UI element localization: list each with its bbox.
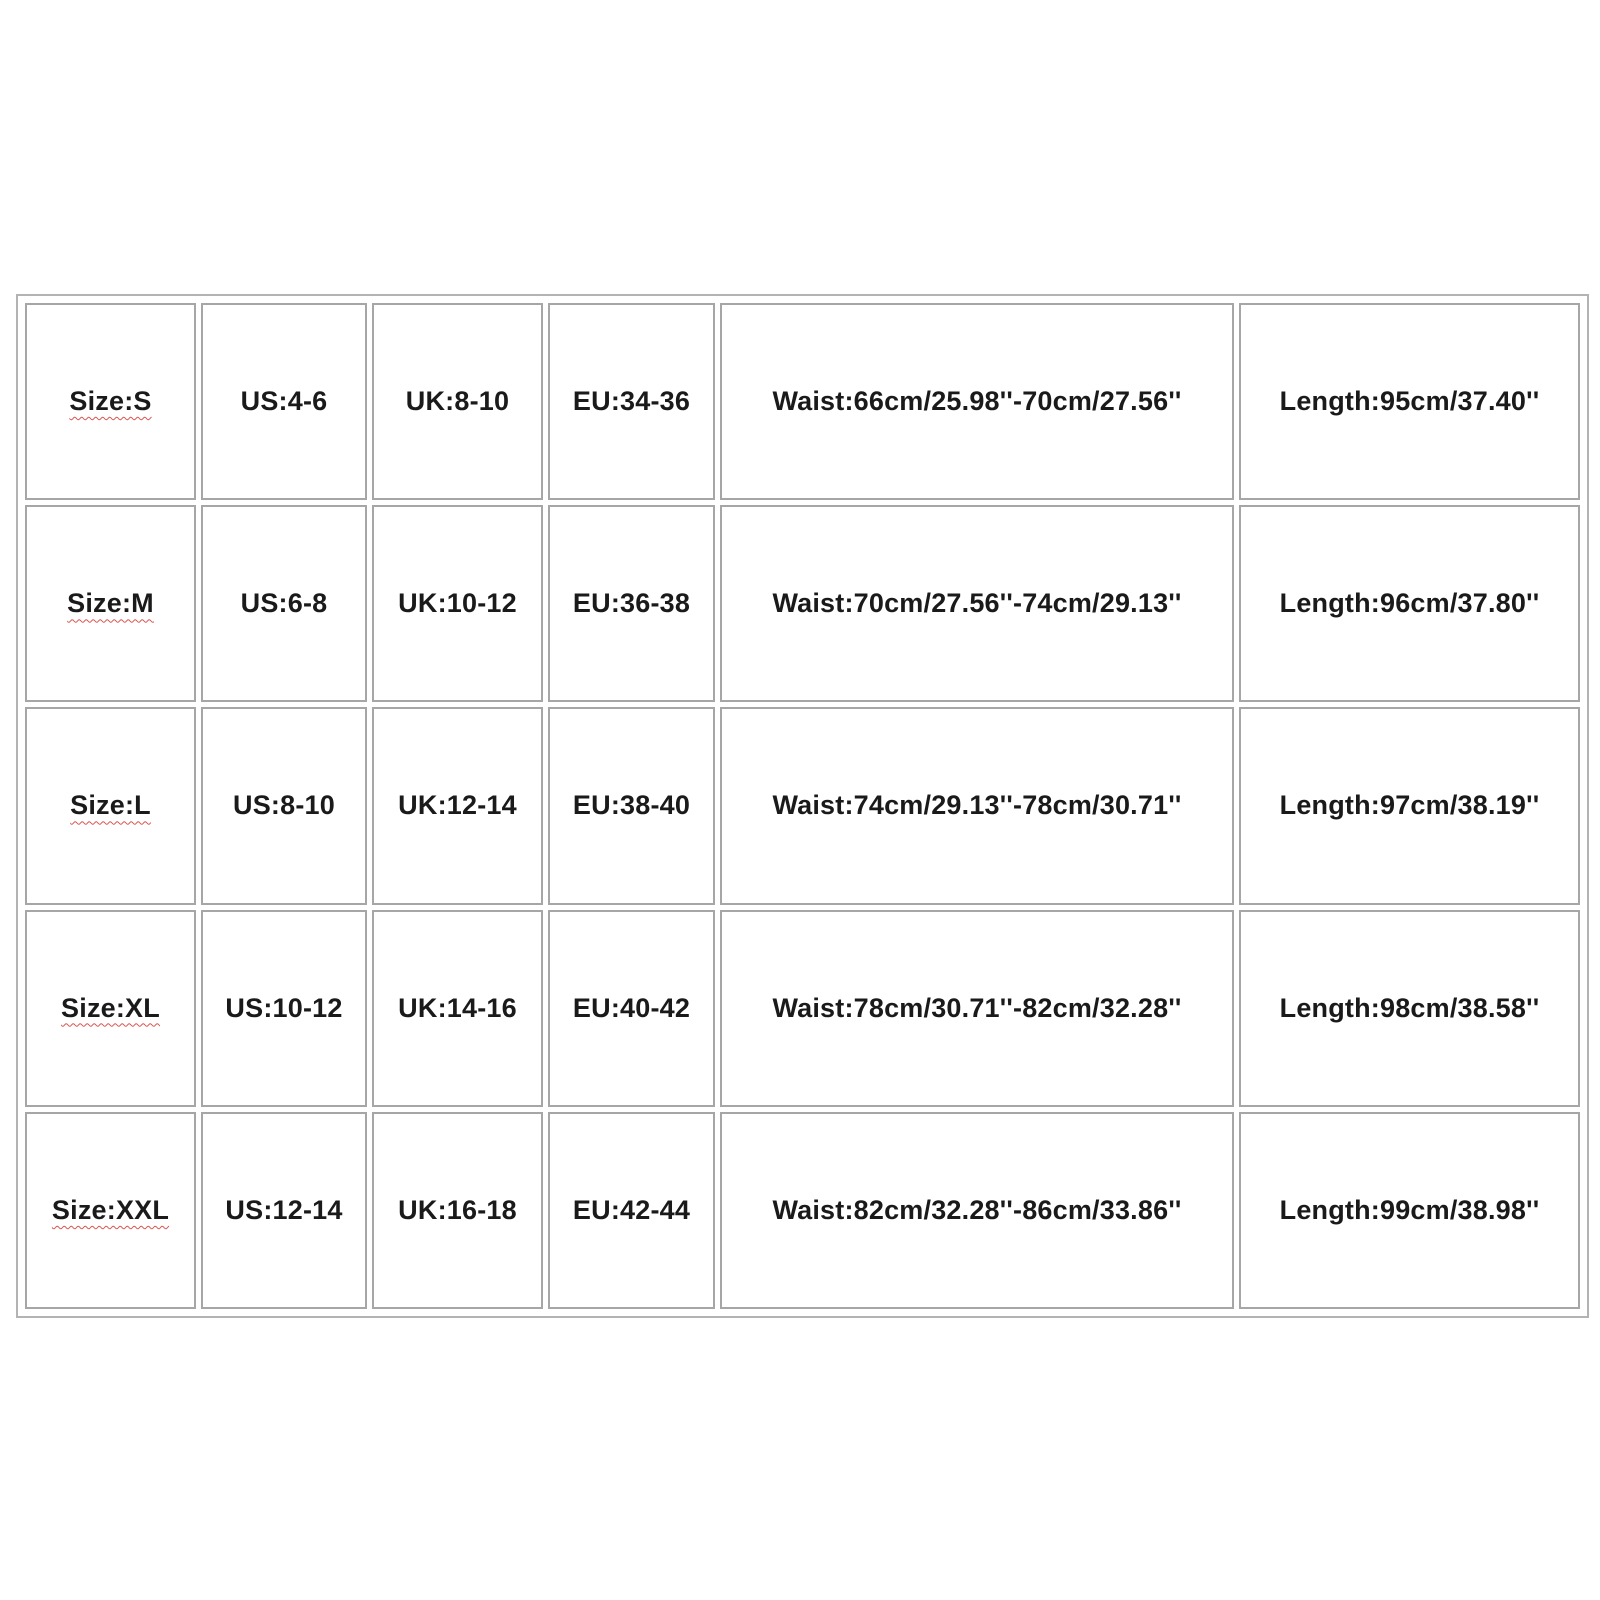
size-chart [16,294,1589,1318]
size-cell [25,910,196,1107]
table-row [25,910,1580,1107]
table-row [25,505,1580,702]
eu-size-cell: EU:38-40 [548,707,715,904]
uk-size-cell: UK:8-10 [372,303,543,500]
uk-size-cell: UK:16-18 [372,1112,543,1309]
size-cell [25,707,196,904]
eu-size-cell: EU:40-42 [548,910,715,1107]
uk-size-cell: UK:10-12 [372,505,543,702]
waist-cell: Waist:78cm/30.71''-82cm/32.28'' [720,910,1234,1107]
size-label: Size:S [69,386,152,417]
length-cell: Length:96cm/37.80'' [1239,505,1580,702]
size-label: Size:L [70,790,151,821]
size-chart-table [20,298,1585,1314]
eu-size-cell: EU:36-38 [548,505,715,702]
table-row [25,1112,1580,1309]
size-cell [25,1112,196,1309]
table-row [25,303,1580,500]
length-cell: Length:98cm/38.58'' [1239,910,1580,1107]
us-size-cell: US:8-10 [201,707,367,904]
size-cell [25,303,196,500]
size-cell [25,505,196,702]
waist-cell: Waist:82cm/32.28''-86cm/33.86'' [720,1112,1234,1309]
uk-size-cell: UK:14-16 [372,910,543,1107]
waist-cell: Waist:70cm/27.56''-74cm/29.13'' [720,505,1234,702]
us-size-cell: US:4-6 [201,303,367,500]
eu-size-cell: EU:34-36 [548,303,715,500]
waist-cell: Waist:66cm/25.98''-70cm/27.56'' [720,303,1234,500]
us-size-cell: US:6-8 [201,505,367,702]
size-label: Size:XXL [51,1194,170,1225]
eu-size-cell: EU:42-44 [548,1112,715,1309]
us-size-cell: US:12-14 [201,1112,367,1309]
waist-cell: Waist:74cm/29.13''-78cm/30.71'' [720,707,1234,904]
uk-size-cell: UK:12-14 [372,707,543,904]
length-cell: Length:99cm/38.98'' [1239,1112,1580,1309]
length-cell: Length:95cm/37.40'' [1239,303,1580,500]
size-label: Size:M [67,588,154,619]
size-label: Size:XL [61,992,160,1023]
table-row [25,707,1580,904]
length-cell: Length:97cm/38.19'' [1239,707,1580,904]
us-size-cell: US:10-12 [201,910,367,1107]
